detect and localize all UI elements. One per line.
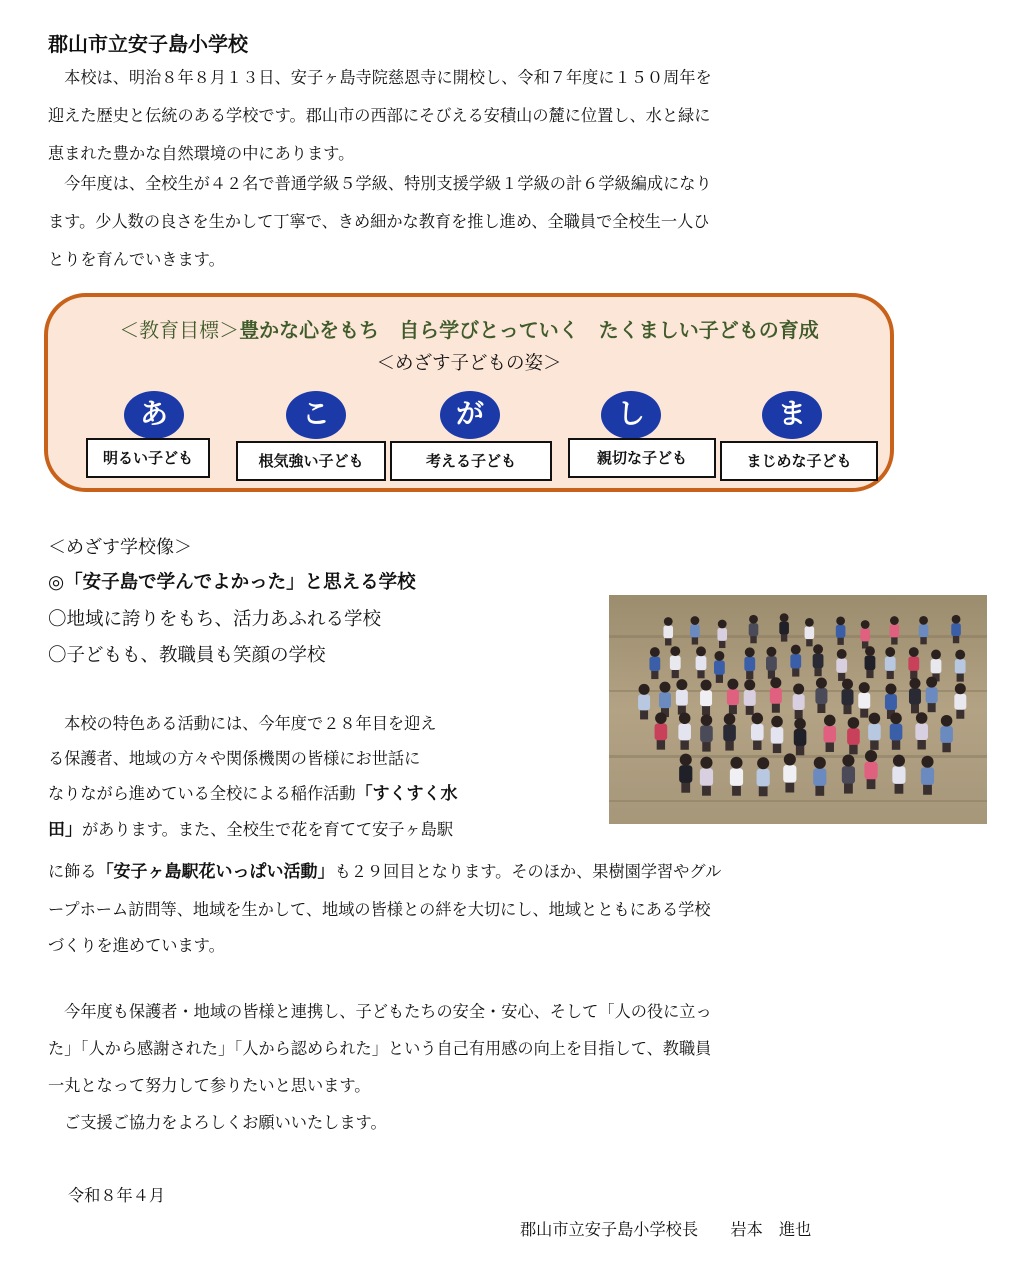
- education-goal-box: [44, 293, 894, 492]
- student-figure-legs: [910, 670, 917, 679]
- student-figure-head: [766, 647, 776, 657]
- text-line: [48, 852, 908, 892]
- student-figure-head: [670, 646, 680, 656]
- student-figure: [649, 657, 660, 671]
- student-figure-head: [701, 680, 712, 691]
- student-figure-legs: [923, 784, 932, 795]
- student-figure: [727, 689, 739, 705]
- student-figure: [940, 726, 953, 743]
- student-figure-legs: [672, 669, 679, 678]
- text-line: 恵まれた豊かな自然環境の中にあります。: [48, 144, 355, 163]
- principal-signature: 郡山市立安子島小学校長 岩本 進也: [520, 1220, 812, 1239]
- student-figure-legs: [716, 674, 723, 683]
- student-figure-head: [890, 616, 899, 625]
- student-figure-head: [664, 617, 673, 626]
- student-figure: [909, 688, 921, 704]
- student-figure-legs: [920, 636, 926, 644]
- text-line: た」「人から感謝された」「人から認められた」という自己有用感の向上を目指して、教職員: [48, 1039, 712, 1058]
- student-figure-head: [659, 682, 670, 693]
- education-goal-label: ＜教育目標＞: [119, 318, 240, 342]
- student-figure-head: [836, 616, 845, 625]
- trait-label: 根気強い子ども: [236, 441, 386, 481]
- student-figure: [670, 656, 681, 670]
- student-figure-legs: [942, 742, 950, 753]
- student-figure: [919, 624, 929, 637]
- student-figure-head: [885, 647, 895, 657]
- student-figure-head: [955, 650, 965, 660]
- text-line: とりを育んでいきます。: [48, 250, 225, 269]
- school-vision-item: 〇地域に誇りをもち、活力あふれる学校: [48, 609, 382, 630]
- text-line: 今年度も保護者・地域の皆様と連携し、子どもたちの安全・安心、そして「人の役に立っ: [48, 1002, 712, 1021]
- student-figure: [690, 625, 700, 638]
- student-figure-head: [926, 677, 937, 688]
- text-line: ープホーム訪問等、地域を生かして、地域の皆様との絆を大切にし、地域とともにある学校: [48, 900, 711, 919]
- highlight-flower-activity: 「安子ヶ島駅花いっぱい活動」: [96, 862, 335, 882]
- text-line: ご支援ご協力をよろしくお願いいたします。: [48, 1113, 387, 1132]
- text-segment: なりながら進めている全校による稲作活動: [48, 784, 356, 803]
- student-figure: [749, 623, 759, 636]
- student-figure-head: [639, 684, 650, 695]
- student-figure: [955, 659, 966, 673]
- activities-paragraph: [48, 706, 908, 964]
- student-figure-legs: [697, 669, 704, 678]
- student-figure: [921, 767, 934, 785]
- text-line: 今年度は、全校生が４２名で普通学級５学級、特別支援学級１学級の計６学級編成になり: [48, 174, 712, 193]
- student-figure-head: [916, 712, 928, 724]
- school-vision-heading: ＜めざす学校像＞: [48, 537, 192, 558]
- student-figure-legs: [792, 668, 799, 677]
- student-figure: [954, 694, 966, 710]
- student-figure-head: [780, 613, 789, 622]
- student-figure-head: [714, 651, 724, 661]
- student-figure-head: [921, 756, 933, 768]
- student-figure-head: [931, 649, 941, 659]
- student-figure: [813, 654, 824, 668]
- closing-paragraph: [48, 993, 908, 1141]
- student-figure: [676, 690, 688, 706]
- highlight-sukusuku-suiden: 「すくすく水: [355, 784, 458, 804]
- student-figure: [860, 629, 870, 642]
- trait-kana-a: あ: [124, 391, 184, 439]
- trait-kana-shi: し: [601, 391, 661, 439]
- student-figure-legs: [917, 739, 925, 750]
- student-figure-head: [791, 645, 801, 655]
- date: 令和８年４月: [68, 1186, 166, 1205]
- student-figure-legs: [837, 637, 843, 645]
- student-figure-head: [727, 679, 738, 690]
- student-figure: [885, 657, 896, 671]
- intro-paragraph-1: [48, 59, 908, 173]
- student-figure: [766, 656, 777, 670]
- highlight-sukusuku-suiden-end: 田」: [48, 820, 82, 840]
- student-figure-legs: [651, 670, 658, 679]
- student-figure-head: [691, 616, 700, 625]
- text-line: 迎えた歴史と伝統のある学校です。郡山市の西部にそびえる安積山の麓に位置し、水と緑に: [48, 106, 711, 125]
- trait-label: 考える子ども: [390, 441, 552, 481]
- student-figure-head: [955, 683, 966, 694]
- student-figure: [714, 660, 725, 674]
- student-figure: [836, 625, 846, 638]
- student-figure-legs: [956, 709, 964, 719]
- student-figure: [908, 657, 919, 671]
- student-figure: [890, 625, 900, 638]
- student-figure: [931, 659, 942, 673]
- student-figure-head: [816, 678, 827, 689]
- text-line: [48, 812, 908, 848]
- student-figure-legs: [781, 634, 787, 642]
- student-figure: [926, 687, 938, 703]
- student-figure-head: [919, 616, 928, 625]
- student-figure-legs: [953, 635, 959, 643]
- student-figure: [836, 658, 847, 672]
- student-figure: [842, 689, 854, 705]
- student-figure-head: [696, 646, 706, 656]
- student-figure-legs: [928, 702, 936, 712]
- student-figure-head: [793, 683, 804, 694]
- student-figure-legs: [911, 703, 919, 713]
- student-figure-legs: [665, 637, 671, 645]
- student-figure-head: [650, 647, 660, 657]
- student-figure-head: [842, 679, 853, 690]
- education-goal: [48, 314, 890, 343]
- text-line: づくりを進めています。: [48, 936, 225, 955]
- student-figure-legs: [838, 672, 845, 681]
- text-segment: に飾る: [48, 862, 97, 881]
- text-line: [48, 776, 908, 812]
- student-figure-legs: [891, 637, 897, 645]
- student-figure: [744, 690, 756, 706]
- text-line: 本校の特色ある活動には、今年度で２８年目を迎え: [48, 714, 437, 733]
- student-figure: [700, 690, 712, 706]
- student-figure-head: [805, 618, 814, 627]
- student-figure-head: [770, 677, 781, 688]
- student-figure-legs: [719, 640, 725, 648]
- student-figure-legs: [814, 667, 821, 676]
- student-figure-legs: [806, 638, 812, 646]
- student-figure-head: [813, 644, 823, 654]
- education-goal-text: 豊かな心をもち 自ら学びとっていく たくましい子どもの育成: [239, 318, 819, 342]
- intro-paragraph-2: [48, 165, 908, 279]
- student-figure-head: [676, 679, 687, 690]
- student-figure-head: [909, 678, 920, 689]
- trait-label: まじめな子ども: [720, 441, 878, 481]
- student-figure: [717, 628, 727, 641]
- student-figure-head: [941, 715, 953, 727]
- student-figure-legs: [768, 670, 775, 679]
- student-figure-head: [744, 679, 755, 690]
- student-figure: [744, 657, 755, 671]
- trait-kana-ma: ま: [762, 391, 822, 439]
- student-figure-head: [909, 647, 919, 657]
- student-figure: [663, 625, 673, 638]
- trait-kana-ko: こ: [286, 391, 346, 439]
- student-figure-legs: [746, 670, 753, 679]
- text-line: 本校は、明治８年８月１３日、安子ヶ島寺院慈恩寺に開校し、令和７年度に１５０周年を: [48, 68, 712, 87]
- text-line: ます。少人数の良さを生かして丁寧で、きめ細かな教育を推し進め、全職員で全校生一人ひ: [48, 212, 710, 231]
- student-figure-legs: [866, 669, 873, 678]
- student-figure: [915, 723, 928, 740]
- student-figure-legs: [692, 637, 698, 645]
- student-figure-legs: [750, 635, 756, 643]
- text-line: る保護者、地域の方々や関係機関の皆様にお世話に: [48, 749, 421, 768]
- student-figure-head: [837, 649, 847, 659]
- student-figure: [770, 688, 782, 704]
- text-segment: があります。また、全校生で花を育てて安子ヶ島駅: [82, 820, 454, 839]
- student-figure-head: [865, 646, 875, 656]
- trait-label: 親切な子ども: [568, 438, 716, 478]
- page-title: 郡山市立安子島小学校: [48, 32, 248, 56]
- student-figure: [951, 623, 961, 636]
- text-segment: も２９回目となります。そのほか、果樹園学習やグル: [334, 862, 722, 881]
- student-figure-head: [749, 615, 758, 624]
- trait-label: 明るい子ども: [86, 438, 210, 478]
- student-figure: [696, 656, 707, 670]
- student-figure-head: [859, 682, 870, 693]
- child-vision-label: ＜めざす子どもの姿＞: [376, 353, 562, 374]
- student-figure-legs: [887, 670, 894, 679]
- student-figure-head: [861, 620, 870, 629]
- text-line: 一丸となって努力して参りたいと思います。: [48, 1076, 371, 1095]
- student-figure-legs: [957, 673, 964, 682]
- student-figure-head: [745, 647, 755, 657]
- student-figure-head: [718, 620, 727, 629]
- student-figure-head: [885, 683, 896, 694]
- school-vision-item: ◎「安子島で学んでよかった」と思える学校: [48, 572, 416, 593]
- school-vision-item: 〇子どもも、教職員も笑顔の学校: [48, 645, 326, 666]
- student-figure: [865, 656, 876, 670]
- student-figure: [790, 654, 801, 668]
- student-figure: [815, 688, 827, 704]
- student-figure-head: [952, 615, 961, 624]
- trait-kana-ga: が: [440, 391, 500, 439]
- student-figure: [779, 622, 789, 635]
- student-figure: [805, 626, 815, 639]
